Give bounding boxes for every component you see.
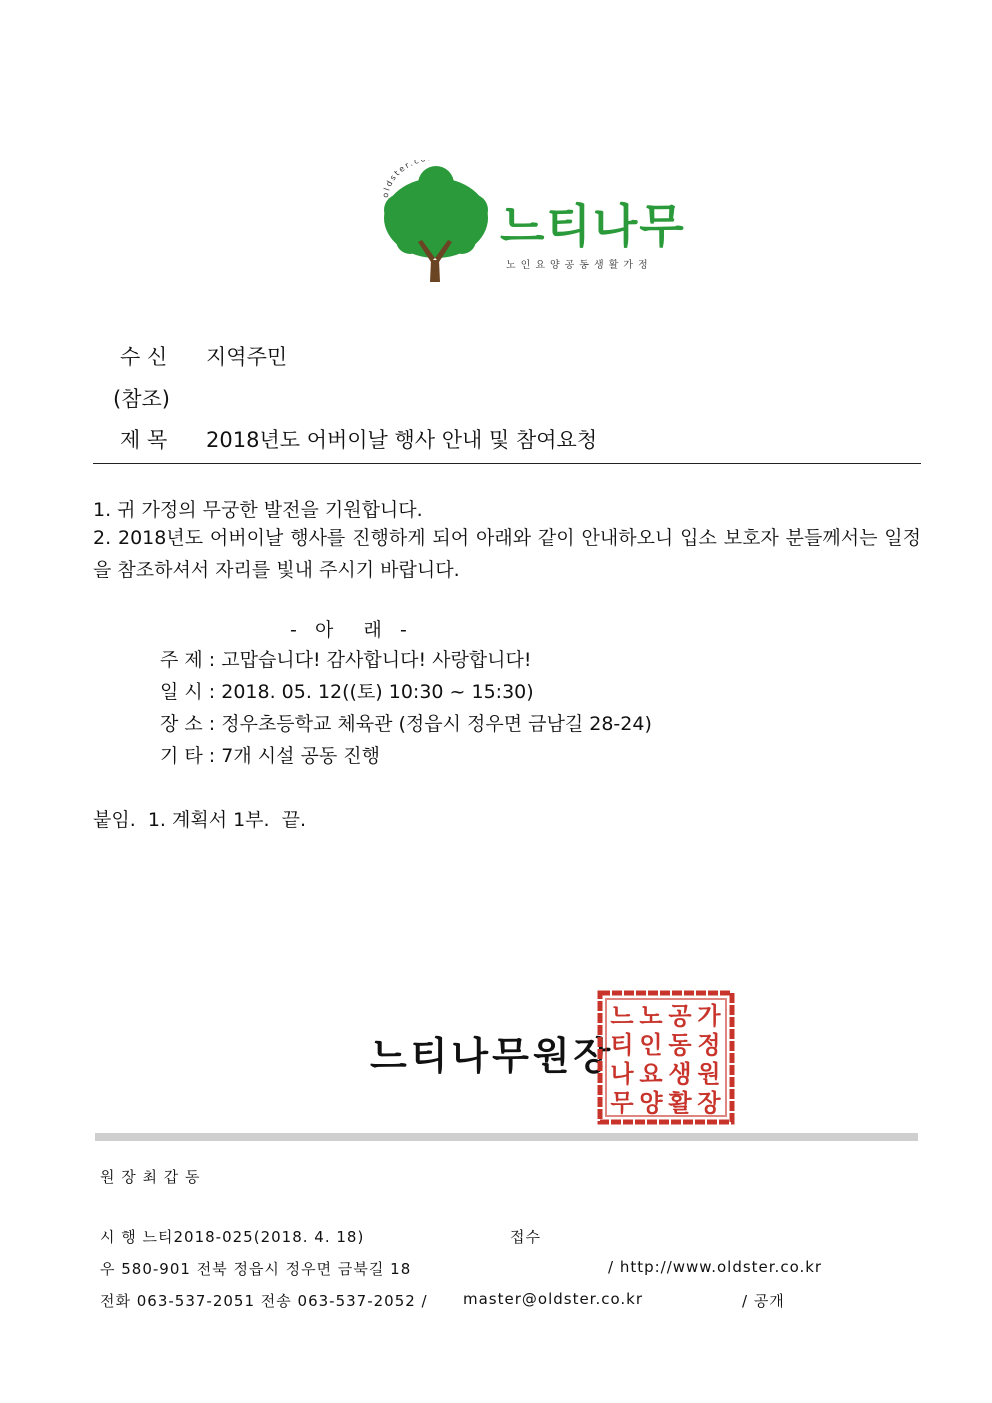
official-seal (597, 990, 735, 1125)
email-link[interactable]: master@oldster.co.kr (463, 1290, 644, 1308)
header-divider (93, 463, 921, 464)
enforcement-info: 시 행 느티2018-025(2018. 4. 18) (100, 1228, 365, 1246)
detail-label: 일 시 : (160, 681, 216, 703)
detail-row-datetime (160, 676, 534, 708)
detail-value: 고맙습니다! 감사합니다! 사랑합니다! (221, 649, 532, 671)
subject-value: 2018년도 어버이날 행사 안내 및 참여요청 (206, 428, 598, 452)
detail-label: 기 타 : (160, 745, 216, 767)
attachment-line: 붙임. 1. 계획서 1부. 끝. (93, 809, 307, 831)
logo-domain-arc: oldster.c (380, 160, 422, 199)
detail-label: 주 제 : (160, 649, 216, 671)
below-heading: - 아 래 - (290, 619, 407, 641)
detail-value: 7개 시설 공동 진행 (221, 745, 380, 767)
recipient-value: 지역주민 (206, 345, 288, 369)
contact-line: 전화 063-537-2051 전송 063-537-2052 / (100, 1292, 428, 1310)
paragraph-2: 2. 2018년도 어버이날 행사를 진행하게 되어 아래와 같이 안내하오니 입소 보호자 분들께서는 일정을 참조하셔서 자리를 빛내 주시기 바랍니다. (93, 527, 921, 581)
seal-character: 무 (610, 1089, 634, 1117)
footer-divider (95, 1133, 918, 1141)
seal-character: 활 (668, 1089, 692, 1117)
seal-character: 동 (668, 1031, 692, 1059)
reference-label: (참조) (113, 387, 170, 411)
seal-character: 노 (639, 1002, 663, 1030)
seal-character: 요 (639, 1060, 663, 1088)
seal-character: 티 (610, 1031, 634, 1059)
detail-label: 장 소 : (160, 713, 216, 735)
seal-character: 원 (697, 1060, 721, 1088)
director-name: 원 장 최 갑 동 (100, 1168, 201, 1186)
detail-value: 정우초등학교 체육관 (정읍시 정우면 금남길 28-24) (221, 713, 652, 735)
logo-subtitle: 노인요양공동생활가정 (506, 260, 653, 271)
paragraph-1: 1. 귀 가정의 무궁한 발전을 기원합니다. (93, 499, 423, 521)
seal-character: 정 (697, 1031, 721, 1059)
subject-label: 제 목 (120, 428, 168, 452)
seal-character: 양 (639, 1089, 663, 1117)
logo-name: 느티나무 (500, 199, 686, 253)
detail-row-topic (160, 644, 532, 676)
seal-character: 공 (668, 1002, 692, 1030)
seal-character: 가 (697, 1002, 721, 1030)
seal-stamp-icon (597, 990, 735, 1125)
website-link[interactable]: / http://www.oldster.co.kr (608, 1258, 823, 1276)
address-line: 우 580-901 전북 정읍시 정우면 금북길 18 (100, 1260, 412, 1278)
seal-character: 나 (610, 1060, 634, 1088)
seal-character: 장 (697, 1089, 721, 1117)
seal-character: 인 (639, 1031, 663, 1059)
detail-value: 2018. 05. 12((토) 10:30 ~ 15:30) (221, 681, 534, 703)
issuer-signature: 느티나무원장 (370, 1034, 615, 1078)
disclosure-status: / 공개 (742, 1292, 785, 1310)
recipient-label: 수 신 (120, 345, 168, 369)
detail-row-place (160, 708, 652, 740)
detail-row-other (160, 740, 380, 772)
seal-character: 생 (668, 1060, 692, 1088)
seal-character: 느 (610, 1002, 634, 1030)
receipt-label: 접수 (510, 1228, 541, 1246)
